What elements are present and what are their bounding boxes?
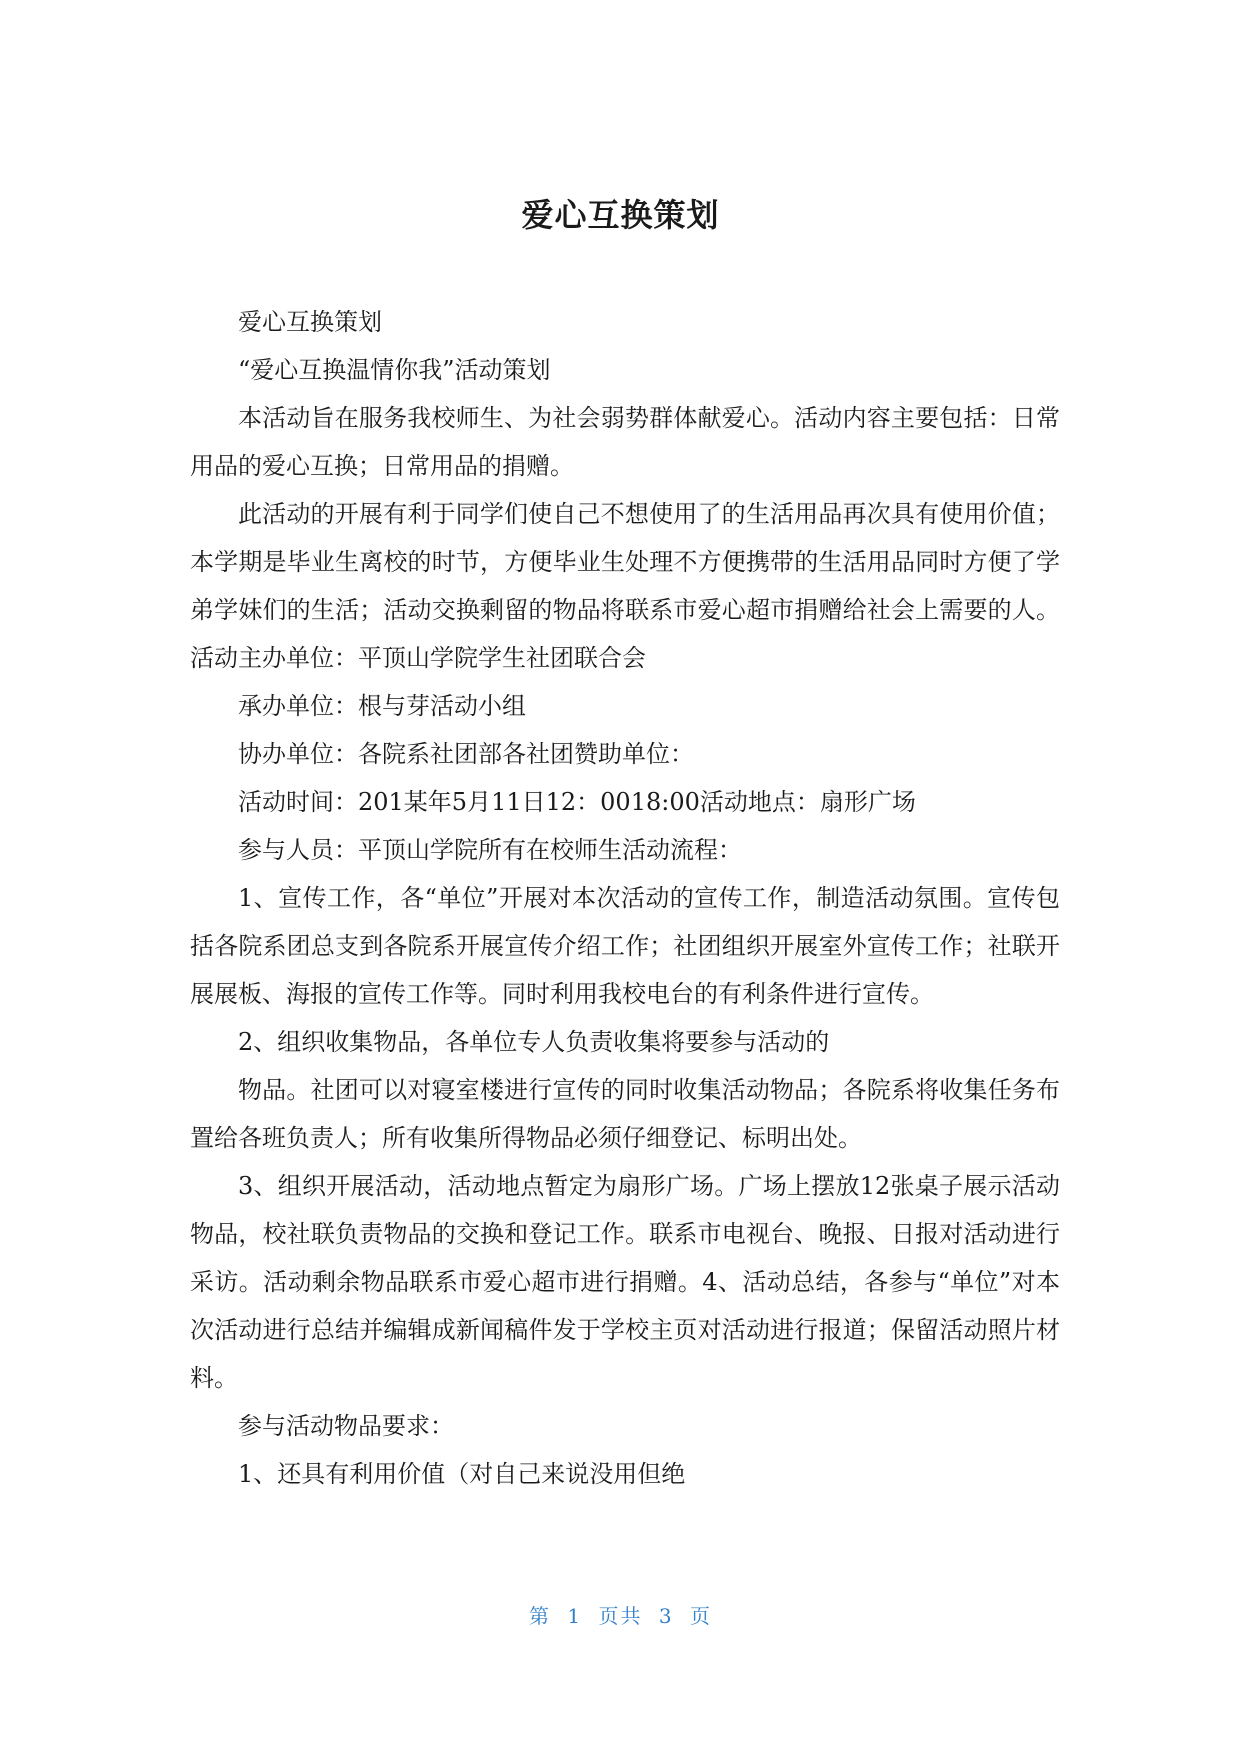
paragraph: 此活动的开展有利于同学们使自己不想使用了的生活用品再次具有使用价值；本学期是毕业生离校的时节，方便毕业生处理不方便携带的生活用品同时方便了学弟学妹们的生活；活动交换剩留的物品将联系市爱心超市捐赠给社会上需要的人。活动主办单位：平顶山学院学生社团联合会 — [190, 500, 1060, 672]
document-body — [190, 298, 1060, 1498]
paragraph: 协办单位：各院系社团部各社团赞助单位： — [238, 740, 694, 768]
paragraph: 活动时间：201某年5月11日12：0018:00活动地点：扇形广场 — [238, 788, 916, 816]
footer-prefix: 第 — [529, 1604, 552, 1628]
footer-middle: 页共 — [598, 1604, 643, 1628]
paragraph: 物品。社团可以对寝室楼进行宣传的同时收集活动物品；各院系将收集任务布置给各班负责人；所有收集所得物品必须仔细登记、标明出处。 — [190, 1076, 1060, 1152]
footer-suffix: 页 — [689, 1604, 712, 1628]
paragraph: 1、宣传工作，各“单位”开展对本次活动的宣传工作，制造活动氛围。宣传包括各院系团总支到各院系开展宣传介绍工作；社团组织开展室外宣传工作；社联开展展板、海报的宣传工作等。同时利用我校电台的有利条件进行宣传。 — [190, 884, 1060, 1008]
document-title: 爱心互换策划 — [521, 196, 720, 234]
paragraph: 爱心互换策划 — [238, 308, 382, 336]
paragraph: 参与人员：平顶山学院所有在校师生活动流程： — [238, 836, 742, 864]
footer-total-pages: 3 — [658, 1604, 674, 1628]
paragraph: 3、组织开展活动，活动地点暂定为扇形广场。广场上摆放12张桌子展示活动物品，校社联负责物品的交换和登记工作。联系市电视台、晚报、日报对活动进行采访。活动剩余物品联系市爱心超市进行捐赠。4、活动总结，各参与“单位”对本次活动进行总结并编辑成新闻稿件发于学校主页对活动进行报道；保留活动照片材料。 — [190, 1172, 1060, 1392]
paragraph: 参与活动物品要求： — [238, 1412, 454, 1440]
paragraph: 1、还具有利用价值（对自己来说没用但绝 — [238, 1460, 686, 1488]
footer-page-number: 1 — [567, 1604, 583, 1628]
page-footer — [0, 1600, 1241, 1629]
paragraph: 本活动旨在服务我校师生、为社会弱势群体献爱心。活动内容主要包括：日常用品的爱心互换；日常用品的捐赠。 — [190, 404, 1060, 480]
paragraph: 2、组织收集物品，各单位专人负责收集将要参与活动的 — [238, 1028, 830, 1056]
paragraph: “爱心互换温情你我”活动策划 — [238, 356, 551, 384]
paragraph: 承办单位：根与芽活动小组 — [238, 692, 526, 720]
